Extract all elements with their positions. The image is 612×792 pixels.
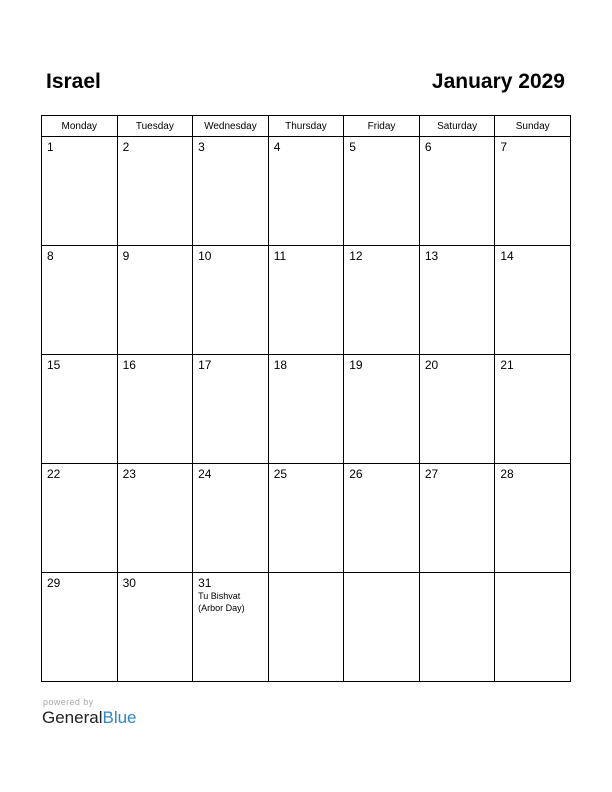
day-cell bbox=[419, 246, 495, 355]
day-cell bbox=[117, 137, 193, 246]
weekday-header: Tuesday bbox=[117, 116, 193, 137]
day-number: 27 bbox=[424, 467, 439, 481]
day-cell bbox=[268, 464, 344, 573]
day-number: 19 bbox=[349, 358, 363, 372]
weekday-header: Friday bbox=[344, 116, 420, 137]
day-number: 7 bbox=[500, 140, 508, 154]
holiday-label: (Arbor Day) bbox=[198, 603, 245, 613]
day-number: 13 bbox=[424, 249, 439, 263]
day-number: 6 bbox=[424, 140, 432, 154]
day-cell bbox=[193, 573, 269, 682]
day-number: 4 bbox=[273, 140, 281, 154]
day-number: 12 bbox=[349, 249, 363, 263]
day-cell bbox=[117, 355, 193, 464]
day-cell bbox=[193, 137, 269, 246]
day-cell bbox=[344, 355, 420, 464]
day-cell bbox=[42, 355, 118, 464]
day-number: 15 bbox=[47, 358, 61, 372]
day-cell bbox=[193, 246, 269, 355]
weekday-header-row bbox=[42, 116, 571, 137]
day-cell bbox=[419, 464, 495, 573]
month-year-title: January 2029 bbox=[431, 70, 565, 93]
day-number: 21 bbox=[500, 358, 514, 372]
day-cell bbox=[42, 464, 118, 573]
week-row bbox=[42, 464, 571, 573]
day-number: 14 bbox=[500, 249, 514, 263]
day-cell bbox=[495, 355, 571, 464]
day-cell bbox=[193, 355, 269, 464]
weekday-header: Wednesday bbox=[193, 116, 269, 137]
day-cell bbox=[268, 355, 344, 464]
day-cell bbox=[495, 137, 571, 246]
day-cell bbox=[344, 246, 420, 355]
day-number: 29 bbox=[47, 576, 61, 590]
day-number: 31 bbox=[198, 576, 212, 590]
day-cell bbox=[117, 246, 193, 355]
weekday-header: Saturday bbox=[419, 116, 495, 137]
powered-by-text: powered by bbox=[43, 697, 94, 707]
brand-logo-general: General bbox=[42, 708, 103, 727]
day-cell bbox=[42, 137, 118, 246]
day-cell bbox=[268, 137, 344, 246]
day-cell bbox=[268, 246, 344, 355]
day-number: 26 bbox=[349, 467, 363, 481]
day-number: 30 bbox=[122, 576, 136, 590]
day-number: 9 bbox=[122, 249, 130, 263]
calendar-grid bbox=[41, 115, 571, 682]
day-number: 2 bbox=[122, 140, 130, 154]
day-number: 24 bbox=[198, 467, 212, 481]
day-cell bbox=[117, 573, 193, 682]
weekday-header: Monday bbox=[42, 116, 118, 137]
day-cell bbox=[344, 573, 420, 682]
day-number: 16 bbox=[122, 358, 136, 372]
country-title: Israel bbox=[46, 70, 101, 93]
day-cell bbox=[268, 573, 344, 682]
day-cell bbox=[419, 137, 495, 246]
day-cell bbox=[495, 573, 571, 682]
day-number: 3 bbox=[198, 140, 205, 154]
day-cell bbox=[193, 464, 269, 573]
day-number: 11 bbox=[273, 249, 287, 263]
day-cell bbox=[344, 464, 420, 573]
day-cell bbox=[495, 246, 571, 355]
day-number: 22 bbox=[47, 467, 61, 481]
day-cell bbox=[42, 246, 118, 355]
weekday-header: Thursday bbox=[268, 116, 344, 137]
day-cell bbox=[344, 137, 420, 246]
day-number: 1 bbox=[47, 140, 54, 154]
day-cell bbox=[495, 464, 571, 573]
day-number: 10 bbox=[198, 249, 212, 263]
day-number: 17 bbox=[198, 358, 212, 372]
day-cell bbox=[419, 355, 495, 464]
day-number: 28 bbox=[500, 467, 514, 481]
day-number: 25 bbox=[273, 467, 288, 481]
holiday-label: Tu Bishvat bbox=[198, 591, 241, 601]
day-cell bbox=[117, 464, 193, 573]
week-row bbox=[42, 246, 571, 355]
week-row bbox=[42, 573, 571, 682]
day-number: 18 bbox=[273, 358, 288, 372]
day-number: 23 bbox=[122, 467, 136, 481]
brand-logo-blue: Blue bbox=[102, 708, 137, 727]
week-row bbox=[42, 355, 571, 464]
week-row bbox=[42, 137, 571, 246]
day-cell bbox=[419, 573, 495, 682]
day-number: 5 bbox=[349, 140, 356, 154]
brand-logo bbox=[42, 708, 137, 728]
day-number: 20 bbox=[424, 358, 439, 372]
weekday-header: Sunday bbox=[495, 116, 571, 137]
day-cell bbox=[42, 573, 118, 682]
day-number: 8 bbox=[47, 249, 54, 263]
